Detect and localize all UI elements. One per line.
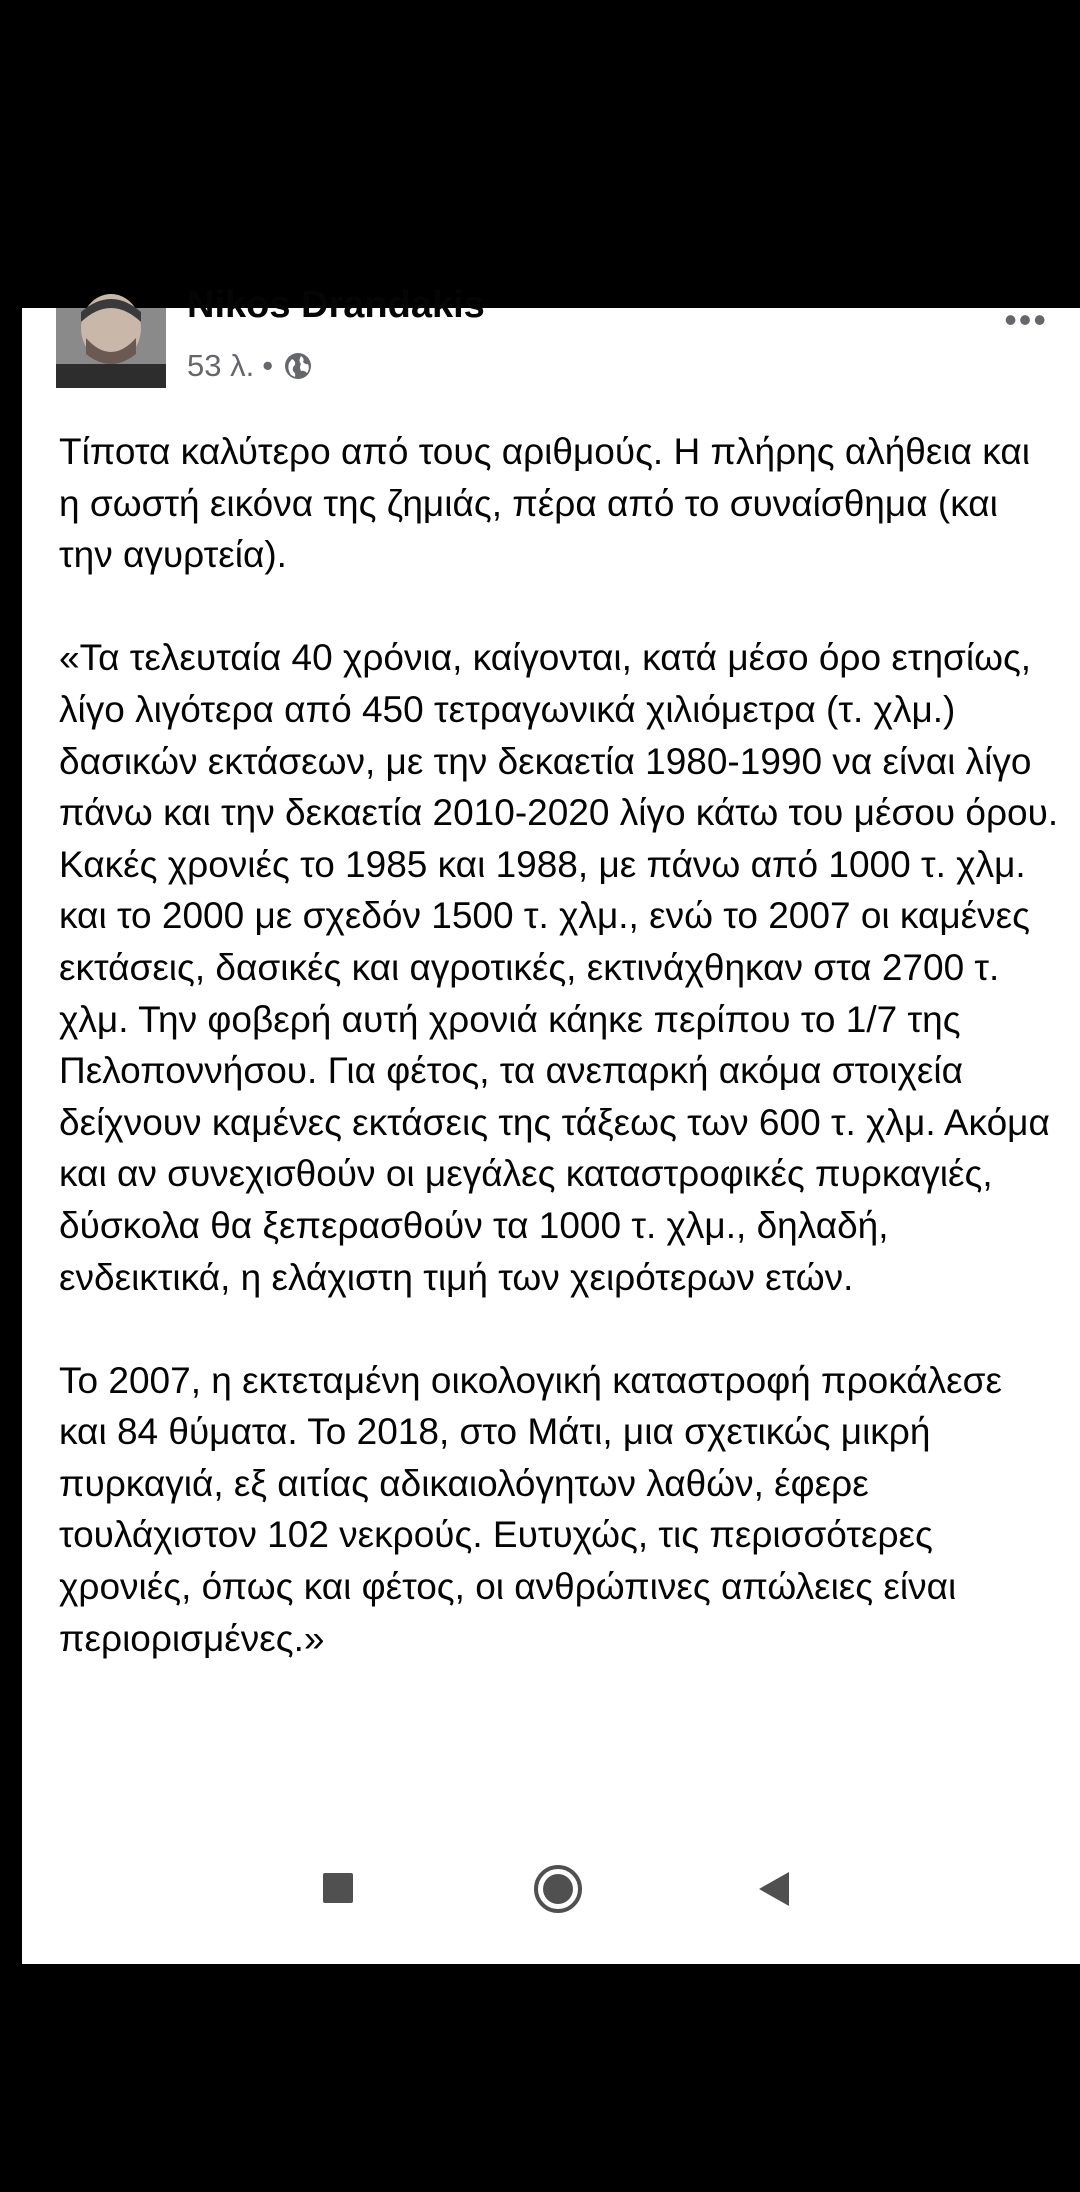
meta-separator: • xyxy=(262,348,274,383)
globe-icon xyxy=(283,351,313,381)
author-name[interactable]: Nikos Drandakis xyxy=(187,284,485,326)
post-meta xyxy=(187,348,313,384)
post-paragraph: «Τα τελευταία 40 χρόνια, καίγονται, κατά μέσο όρο ετησίως, λίγο λιγότερα από 450 τετραγωνικά χιλιόμετρα (τ. χλμ.) δασικών εκτάσεων, με την δεκαετία 1980-1990 να είναι λίγο πάνω και την δεκαετία 2010-2020 λίγο κάτω του μέσου όρου. Κακές χρονιές το 1985 και 1988, με πάνω από 1000 τ. χλμ. και το 2000 με σχεδόν 1500 τ. χλμ., ενώ το 2007 οι καμένες εκτάσεις, δασικές και αγροτικές, εκτινάχθηκαν στα 2700 τ. χλμ. Την φοβερή αυτή χρονιά κάηκε περίπου το 1/7 της Πελοποννήσου. Για φέτος, τα ανεπαρκή ακόμα στοιχεία δείχνουν καμένες εκτάσεις της τάξεως των 600 τ. χλμ. Ακόμα και αν συνεχισθούν οι μεγάλες καταστροφικές πυρκαγιές, δύσκολα θα ξεπερασθούν τα 1000 τ. χλμ., δηλαδή, ενδεικτικά, η ελάχιστη τιμή των χειρότερων ετών. xyxy=(59,637,1059,1298)
post-screen xyxy=(22,284,1080,1964)
home-circle-icon[interactable] xyxy=(532,1863,584,1915)
post-paragraph: Τίποτα καλύτερο από τους αριθμούς. Η πλήρης αλήθεια και η σωστή εικόνα της ζημιάς, πέρα από το συναίσθημα (και την αγυρτεία). xyxy=(59,431,1030,576)
post-paragraph: Το 2007, η εκτεταμένη οικολογική καταστροφή προκάλεσε και 84 θύματα. Το 2018, στο Μάτι, μια σχετικώς μικρή πυρκαγιά, εξ αιτίας αδικαιολόγητων λαθών, έφερε τουλάχιστον 102 νεκρούς. Ευτυχώς, τις περισσότερες χρονιές, όπως και φέτος, οι ανθρώπινες απώλειες είναι περιορισμένες.» xyxy=(59,1359,1002,1659)
system-nav-bar xyxy=(22,1851,1080,1964)
post-text xyxy=(59,426,1059,1716)
square-icon[interactable] xyxy=(323,1873,353,1903)
more-options-icon[interactable]: ••• xyxy=(1004,299,1048,340)
author-avatar[interactable] xyxy=(56,308,166,388)
avatar-photo xyxy=(56,308,166,388)
back-triangle-icon[interactable] xyxy=(755,1870,793,1908)
post-header xyxy=(22,284,1080,418)
post-time[interactable]: 53 λ. xyxy=(187,348,255,383)
